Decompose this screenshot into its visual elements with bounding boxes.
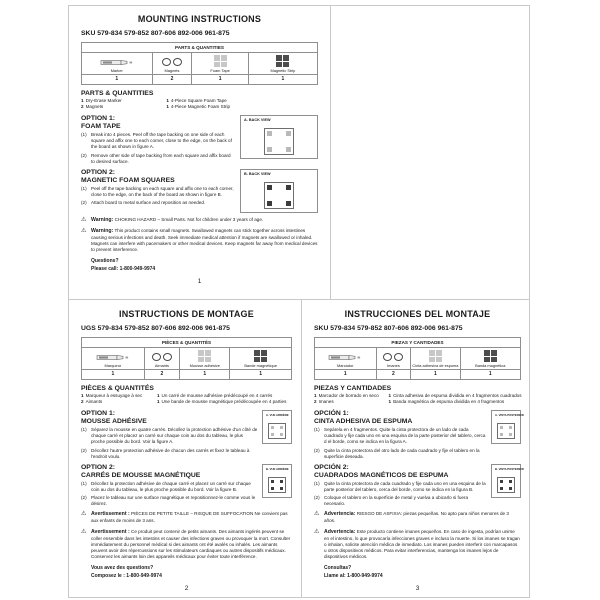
corner-square [280,487,283,490]
board-back-view-diagram [264,128,294,155]
phone-line: Llame al: 1-800-949-9974 [324,572,383,579]
warning-text-block [91,217,318,224]
step-text: Décollez l'autre protection adhésive de chacun des carrés et fixez le tableau à l'endroit voulu. [91,447,250,459]
magnets-icon [162,58,182,67]
phone-line: Please call: 1-800-949-9974 [91,265,156,272]
step-text: Attach board to metal surface and reposition as needed. [91,200,206,206]
board-back-view-diagram [268,423,286,439]
step-number: (2) [314,447,320,453]
step-number: (2) [81,200,87,206]
marker-icon [96,353,130,362]
questions-label: Questions? [91,258,119,265]
option-subheading: MAGNETIC FOAM SQUARES [81,176,175,184]
magnet-warning [81,529,292,561]
option-1-section [81,115,318,165]
page-title: INSTRUCTIONS DE MONTAGE [119,309,254,319]
instruction-step [81,448,258,460]
figure-box-b [491,464,524,498]
parts-table-header: PIEZAS Y CANTIDADES [315,338,520,348]
corner-square [500,487,503,490]
part-name: Marcador de borrado en seco [318,393,379,398]
part-qty: 1 [82,370,145,379]
step-number: (2) [81,495,87,501]
corner-square [271,433,274,436]
figure-box-a [491,410,524,444]
instruction-step [314,448,487,460]
part-count: 1 [388,399,392,405]
warning-text: Este producto contiene imanes pequeños. En caso de ingesta, podrían unirse en el intestino, lo que provocaría infecciones graves e incluso la muerte. Si los imanes se tragan o inhalan, solicite atención médica de inmediato. Los imanes pueden interferir con marcapasos u otros dispositivos médicos. Para evitar interferencias, mantenga los imanes lejos de dispositivos médicos. [324,528,520,560]
part-label: Marqueur [104,363,122,368]
parts-item-marker [315,348,377,369]
option-subheading: CUADRADOS MAGNÉTICOS DE ESPUMA [314,471,449,479]
page-number: 3 [415,585,420,593]
warning-triangle-icon: ⚠ [314,528,320,535]
part-name: Un carré de mousse adhésive prédécoupé en 4 carrés [161,393,273,398]
corner-square [267,147,272,152]
page-number: 2 [184,585,189,593]
parts-list-right [166,98,318,111]
corner-square [271,426,274,429]
parts-heading: PIEZAS Y CANTIDADES [314,384,392,392]
warning-triangle-icon: ⚠ [81,528,87,535]
warning-text-block [324,529,521,561]
step-text: Décollez la protection adhésive de chaque carré et placez un carré sur chaque coin au dos du tableau, le plus proche possible du bord. Voir la figure B. [91,480,251,492]
corner-square [509,487,512,490]
board-back-view-diagram [268,477,286,493]
part-qty: 1 [281,76,285,82]
parts-table-icon-row [82,53,317,74]
corner-square [286,201,291,206]
magnetic-strip-icon [276,55,289,67]
step-text: Séparez la mousse en quatre carrés. Décollez la protection adhésive d'un côté de chaque carré et placez un carré sur chaque coin au dos du tableau, le plus proche possible du bord. Voir la figure A. [91,426,258,444]
step-number: (1) [81,185,87,191]
part-qty: 2 [377,370,412,379]
warning-text: This product contains small magnets. Swallowed magnets can stick together across intestines causing serious infections and death. Seek immediate medical attention if magnets are swallowed or inhaled. Magnets can interfere with pacemakers or other medical devices. Keep magnets far away from medical devices to prevent interference. [91,227,318,253]
parts-item-foam-tape [411,348,460,369]
step-number: (2) [81,447,87,453]
warning-text-block [91,228,318,254]
corner-square [500,433,503,436]
marker-icon [100,58,134,67]
parts-list-right [389,393,521,406]
board-back-view-diagram [264,182,294,209]
page-title: MOUNTING INSTRUCTIONS [137,14,262,24]
parts-list [314,393,521,406]
part-qty: 2 [145,370,181,379]
option-2-section [81,169,318,213]
part-label: Magnets [164,68,180,73]
option-subheading: CINTA ADHESIVA DE ESPUMA [314,417,413,425]
corner-square [509,433,512,436]
part-name: 4-Piece Square Foam Tape [170,98,227,103]
option-heading: OPTION 1: [81,409,115,417]
sheet-grid [68,5,530,598]
option-heading: OPCIÓN 1: [314,409,349,417]
corner-square [280,433,283,436]
corner-square [500,480,503,483]
figure-box-a [240,115,318,159]
part-name: Imanes [318,399,334,405]
option-heading: OPTION 2: [81,463,115,471]
corner-square [280,426,283,429]
parts-table [81,42,318,85]
foam-tape-icon [429,350,442,362]
part-qty: 1 [192,75,248,84]
warning-text: Ce produit peut contenir de petits aimants. Des aimants ingérés peuvent se coller ensemble dans les intestins et causer des infections graves ou provoquer la mort. Consulter immédiatement du personnel médical si des aimants ont été avalés ou inhalés. Les aimants peuvent avoir des répercussions sur les stimulateurs cardiaques ou autres dispositifs médicaux. Conservez les aimants loin des appareils médicaux pour éviter toute interférence. [91,528,291,560]
part-label: Magnetic Strip [270,68,296,73]
corner-square [500,426,503,429]
step-text: Placez le tableau sur une surface magnétique et repositionnez-le comme vous le désirez. [91,495,256,507]
parts-list-left [81,98,166,111]
warning-text-block [324,511,521,524]
part-count: 1 [166,104,169,110]
magnets-icon [383,353,403,362]
choking-warning [314,511,521,524]
figure-label: A. VISTA POSTERIOR [495,412,524,417]
step-text: Sepárela en 4 fragmentos. Quite la cinta protectora de un lado de cada cuadrado y fije cada uno en una esquina de la parte posterior del tablero, cerca d el borde, como se indica en la figura A. [324,426,486,444]
option-1-section [314,409,524,460]
part-name: Banda magnética de espuma dividida en 4 fragmentos [393,399,505,405]
part-qty: 1 [315,370,377,379]
corner-square [280,480,283,483]
step-number: (2) [314,495,320,501]
corner-square [509,480,512,483]
step-text: Remove other side of tape backing from each square and affix board to desired surface. [91,152,231,164]
parts-line [389,399,521,405]
parts-item-magnetic-strip [249,53,317,74]
part-label: Banda magnética [475,363,506,368]
part-name: Magnets [85,104,104,110]
step-text: Quite la cinta protectora del otro lado de cada cuadrado y fije el tablero en la superficie deseada. [324,447,480,459]
step-text: Coloque el tablero en la superficie de metal y vuelva a ubicarlo si fuera necesario. [324,495,469,507]
marker-icon [328,353,362,362]
parts-table-header: PIÈCES & QUANTITÉS [82,338,291,348]
part-label: Imanes [387,363,400,368]
sku-line: UGS 579-834 579-852 807-606 892-006 961-875 [81,325,230,332]
step-number: (2) [81,152,87,158]
board-back-view-diagram [497,423,515,439]
figure-box-b [240,169,318,213]
parts-line [157,399,292,405]
part-count: 2 [81,399,84,405]
part-label: Foam Tape [210,68,230,73]
corner-square [267,201,272,206]
parts-item-magnets [145,348,181,369]
step-number: (1) [81,426,87,432]
option-subheading: FOAM TAPE [81,122,121,130]
corner-square [509,426,512,429]
parts-item-magnets [153,53,193,74]
warning-text: RIESGO DE ASFIXIA: piezas pequeñas. No apto para niños menores de 3 años. [324,511,509,524]
warning-label: Avertissement : [91,528,130,535]
parts-item-marker [82,348,145,369]
parts-table-header: PARTS & QUANTITIES [82,43,317,53]
corner-square [286,131,291,136]
part-name: 4-Piece Magnetic Foam Strip [170,104,231,110]
part-label: Cinta adhesiva de espuma [412,363,459,368]
corner-square [286,147,291,152]
part-qty: 1 [259,371,263,377]
foam-tape-icon [214,55,227,67]
option-heading: OPCIÓN 2: [314,463,349,471]
figure-label: B. BACK VIEW [244,171,271,176]
part-count: 2 [314,399,317,405]
magnets-icon [152,353,172,362]
parts-table-qty-row [315,369,520,379]
questions-label: Consultas? [324,565,352,572]
warning-triangle-icon: ⚠ [81,227,87,234]
part-count: 1 [166,98,169,103]
warning-text-block [91,529,292,561]
part-label: Marker [110,68,123,73]
figure-label: B. VISTA POSTERIOR [495,466,524,471]
option-subheading: CARRÉS DE MOUSSE MAGNÉTIQUE [81,471,201,479]
contact-block [324,565,521,580]
warning-triangle-icon: ⚠ [314,511,320,518]
instruction-step [314,495,487,507]
instruction-step [81,132,234,150]
page-title: INSTRUCCIONES DEL MONTAJE [344,309,491,319]
figure-label: A. BACK VIEW [244,117,271,122]
questions-label: Vous avez des questions? [91,565,154,572]
parts-table-icon-row [315,348,520,369]
parts-item-foam-tape [180,348,230,369]
step-number: (1) [81,480,87,486]
warning-label: Advertencia: [324,528,356,535]
parts-line [81,399,157,405]
parts-list [81,98,318,111]
corner-square [271,480,274,483]
part-count: 1 [81,98,84,103]
step-number: (1) [314,480,320,486]
choking-warning [81,511,292,524]
magnetic-strip-icon [484,350,497,362]
part-count: 1 [156,399,160,405]
part-label: Marcador [337,363,354,368]
warning-triangle-icon: ⚠ [81,216,87,223]
page-cell-english [69,6,331,299]
part-count: 1 [81,393,84,398]
corner-square [271,487,274,490]
warning-label: Warning: [91,227,114,234]
parts-line [81,104,166,110]
parts-list-right [157,393,292,406]
figure-box-a [262,410,292,444]
option-heading: OPTION 1: [81,114,115,122]
figure-label: A. VUE ARRIÈRE [266,412,289,417]
part-count: 1 [314,393,317,398]
part-name: Dry-Erase Marker [85,98,122,103]
instruction-step [314,427,487,445]
part-name: Aimants [85,399,103,405]
warning-text-block [91,511,292,524]
option-2-section [81,464,292,508]
parts-item-foam-tape [192,53,248,74]
magnet-warning [81,228,318,254]
contact-block [91,258,318,273]
corner-square [267,131,272,136]
phone-line: Composez le : 1-800-949-9974 [91,572,162,579]
parts-heading: PARTS & QUANTITIES [81,89,154,97]
parts-list-left [314,393,389,406]
parts-line [166,104,318,110]
parts-table-qty-row [82,74,317,84]
parts-table [81,337,292,380]
magnetic-strip-icon [254,350,267,362]
instruction-step [81,186,234,198]
step-text: Peel off the tape backing on each square and affix one to each corner, close to the edge, on the back of the board as shown in figure B. [91,185,234,197]
parts-item-magnetic-strip [230,348,291,369]
step-number: (1) [81,131,87,137]
step-number: (1) [314,426,320,432]
page-cell-french [69,300,302,598]
part-qty: 1 [180,370,230,379]
warning-text: CHOKING HAZARD – Small Parts. Not for children under 3 years of age. [114,216,264,222]
instruction-step [81,200,234,206]
corner-square [267,185,272,190]
part-label: Mousse adhésive [189,363,220,368]
figure-label: B. VUE ARRIÈRE [266,466,289,471]
part-label: Aimants [154,363,169,368]
page-cell-spanish [302,300,530,598]
parts-item-magnets [377,348,412,369]
part-name: Une bande de mousse magnétique prédécoupée en 4 parties [161,399,287,405]
option-heading: OPTION 2: [81,168,115,176]
instruction-step [314,481,487,493]
option-1-section [81,410,292,460]
part-name: Cinta adhesiva de espuma dividida en 4 fragmentos cuadrados [393,393,522,398]
parts-table [314,337,521,380]
parts-table-icon-row [82,348,291,369]
board-back-view-diagram [497,477,515,493]
contact-block [91,565,292,580]
warning-label: Avertissement : [91,511,130,518]
instruction-step [81,481,258,493]
step-text: Break into 4 pieces. Peel off the tape backing on one side of each square and affix one to each corner, close to the edge, on the back of the board as shown in figure A. [91,131,232,149]
instruction-step [81,153,234,165]
part-count: 1 [156,393,160,398]
parts-item-marker [82,53,153,74]
figure-box-b [262,464,292,498]
foam-tape-icon [198,350,211,362]
step-text: Quite la cinta protectora de cada cuadrado y fije cada uno en una esquina de la parte posterior del tablero, cerca del borde, como se indica en la figura B. [324,480,486,492]
choking-warning [81,217,318,224]
part-label: Bande magnétique [244,363,277,368]
part-count: 1 [388,393,392,398]
parts-line [314,399,389,405]
parts-list [81,393,292,406]
part-qty: 1 [488,371,492,377]
parts-item-magnetic-strip [461,348,520,369]
instruction-step [81,495,258,507]
part-qty: 2 [153,75,193,84]
part-count: 2 [81,104,84,110]
warning-triangle-icon: ⚠ [81,511,87,518]
part-qty: 1 [411,370,460,379]
parts-list-left [81,393,157,406]
instruction-step [81,427,258,445]
sku-line: SKU 579-834 579-852 807-606 892-006 961-875 [314,325,463,332]
parts-table-qty-row [82,369,291,379]
magnet-warning [314,529,521,561]
sku-line: SKU 579-834 579-852 807-606 892-006 961-875 [81,30,230,37]
corner-square [286,185,291,190]
parts-heading: PIÈCES & QUANTITÉS [81,384,154,392]
part-qty: 1 [82,75,153,84]
part-name: Marqueur à essuyage à sec [85,393,143,398]
warning-text: PIÈCES DE PETITE TAILLE – RISQUE DE SUFFOCATION Ne convient pas aux enfants de moins de 3 ans. [91,511,288,524]
option-subheading: MOUSSE ADHÉSIVE [81,417,147,425]
warning-label: Warning: [91,216,114,223]
warning-label: Advertencia: [324,511,356,518]
page-number: 1 [197,278,202,286]
option-2-section [314,463,524,508]
